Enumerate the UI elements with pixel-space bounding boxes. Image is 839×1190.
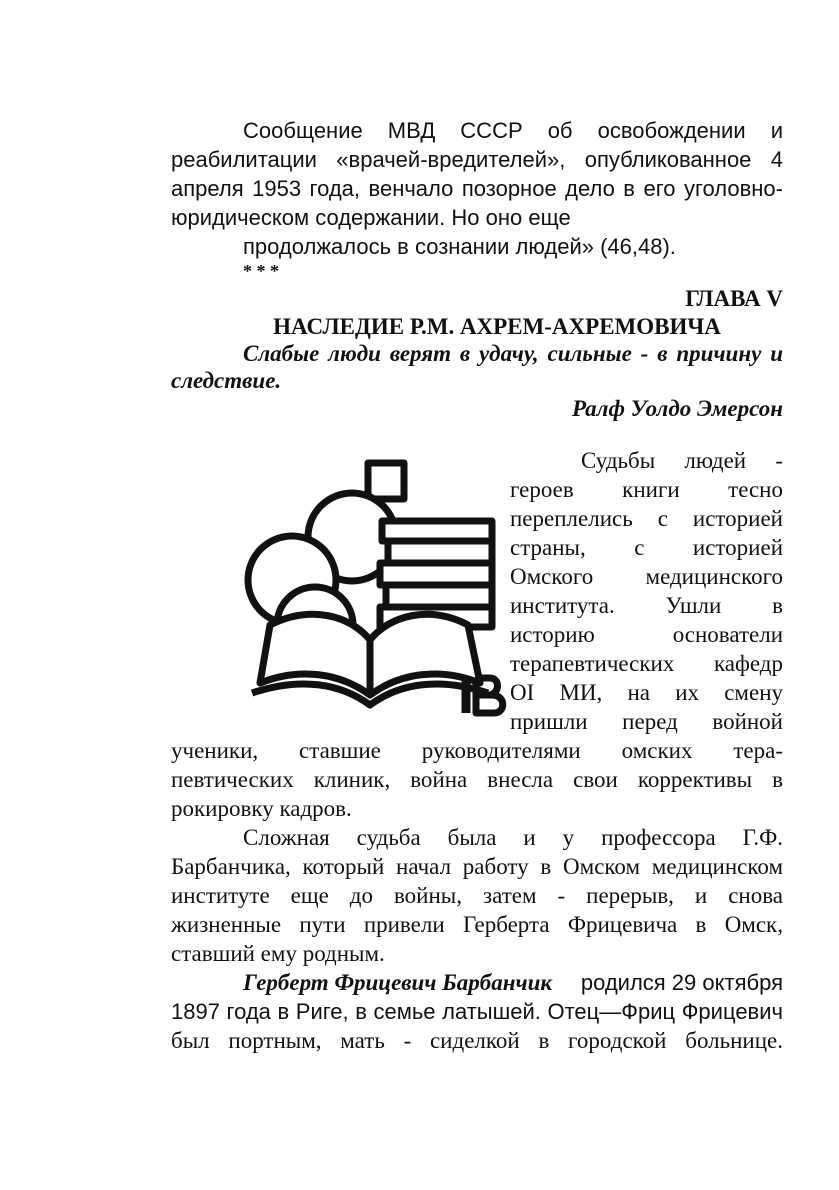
text-line — [243, 968, 783, 997]
text-line: реабилитации «врачей-вредителей», опубликованное 4 — [171, 147, 783, 172]
text-line: продолжалось в сознании людей» (46,48). — [243, 234, 676, 259]
text-line: терапевтических кафедр — [510, 651, 783, 676]
text-line: Сообщение МВД СССР об освобождении и — [243, 118, 783, 143]
section-separator: * * * — [243, 261, 279, 281]
text-line: рокировку кадров. — [171, 796, 352, 821]
text-line: апреля 1953 года, венчало позорное дело в его уголовно- — [171, 176, 783, 201]
text-line: Барбанчика, который начал работу в Омском медицинском — [171, 854, 783, 879]
text-line: ставший ему родным. — [171, 941, 385, 966]
text-line: певтических клиник, война внесла свои коррективы в — [171, 767, 783, 792]
book-emblem-illustration — [230, 455, 510, 720]
text-line: 1897 года в Риге, в семье латышей. Отец—Фриц Фрицевич — [171, 999, 783, 1024]
person-name: Герберт Фрицевич Барбанчик — [243, 970, 553, 995]
text-line: героев книги тесно — [510, 477, 783, 502]
epigraph-line: следствие. — [171, 368, 282, 393]
text-line: жизненные пути привели Герберта Фрицевича в Омск, — [171, 912, 783, 937]
epigraph-author: Ралф Уолдо Эмерсон — [571, 396, 783, 421]
text-fragment: родился 29 октября — [574, 970, 783, 995]
text-line: переплелись с историей — [510, 506, 783, 531]
text-line: ученики, ставшие руководителями омских тера- — [171, 738, 783, 763]
text-line: института. Ушли в — [510, 593, 783, 618]
text-line: Судьбы людей - — [581, 448, 783, 473]
text-line: историю основатели — [510, 622, 783, 647]
text-line: институте еще до войны, затем - перерыв, и снова — [171, 883, 783, 908]
chapter-title: НАСЛЕДИЕ Р.М. АХРЕМ-АХРЕМОВИЧА — [273, 314, 721, 339]
epigraph-line: Слабые люди верят в удачу, сильные - в причину и — [243, 341, 783, 366]
text-line: ОI МИ, на их смену — [510, 680, 783, 705]
text-line: юридическом содержании. Но оно еще — [171, 205, 571, 230]
text-line: был портным, мать - сиделкой в городской больнице. — [171, 1028, 783, 1053]
text-line: Сложная судьба была и у профессора Г.Ф. — [243, 825, 783, 850]
text-line: Омского медицинского — [510, 564, 783, 589]
chapter-number: ГЛАВА V — [685, 286, 783, 311]
text-line: пришли перед войной — [510, 709, 783, 734]
text-line: страны, с историей — [510, 535, 783, 560]
